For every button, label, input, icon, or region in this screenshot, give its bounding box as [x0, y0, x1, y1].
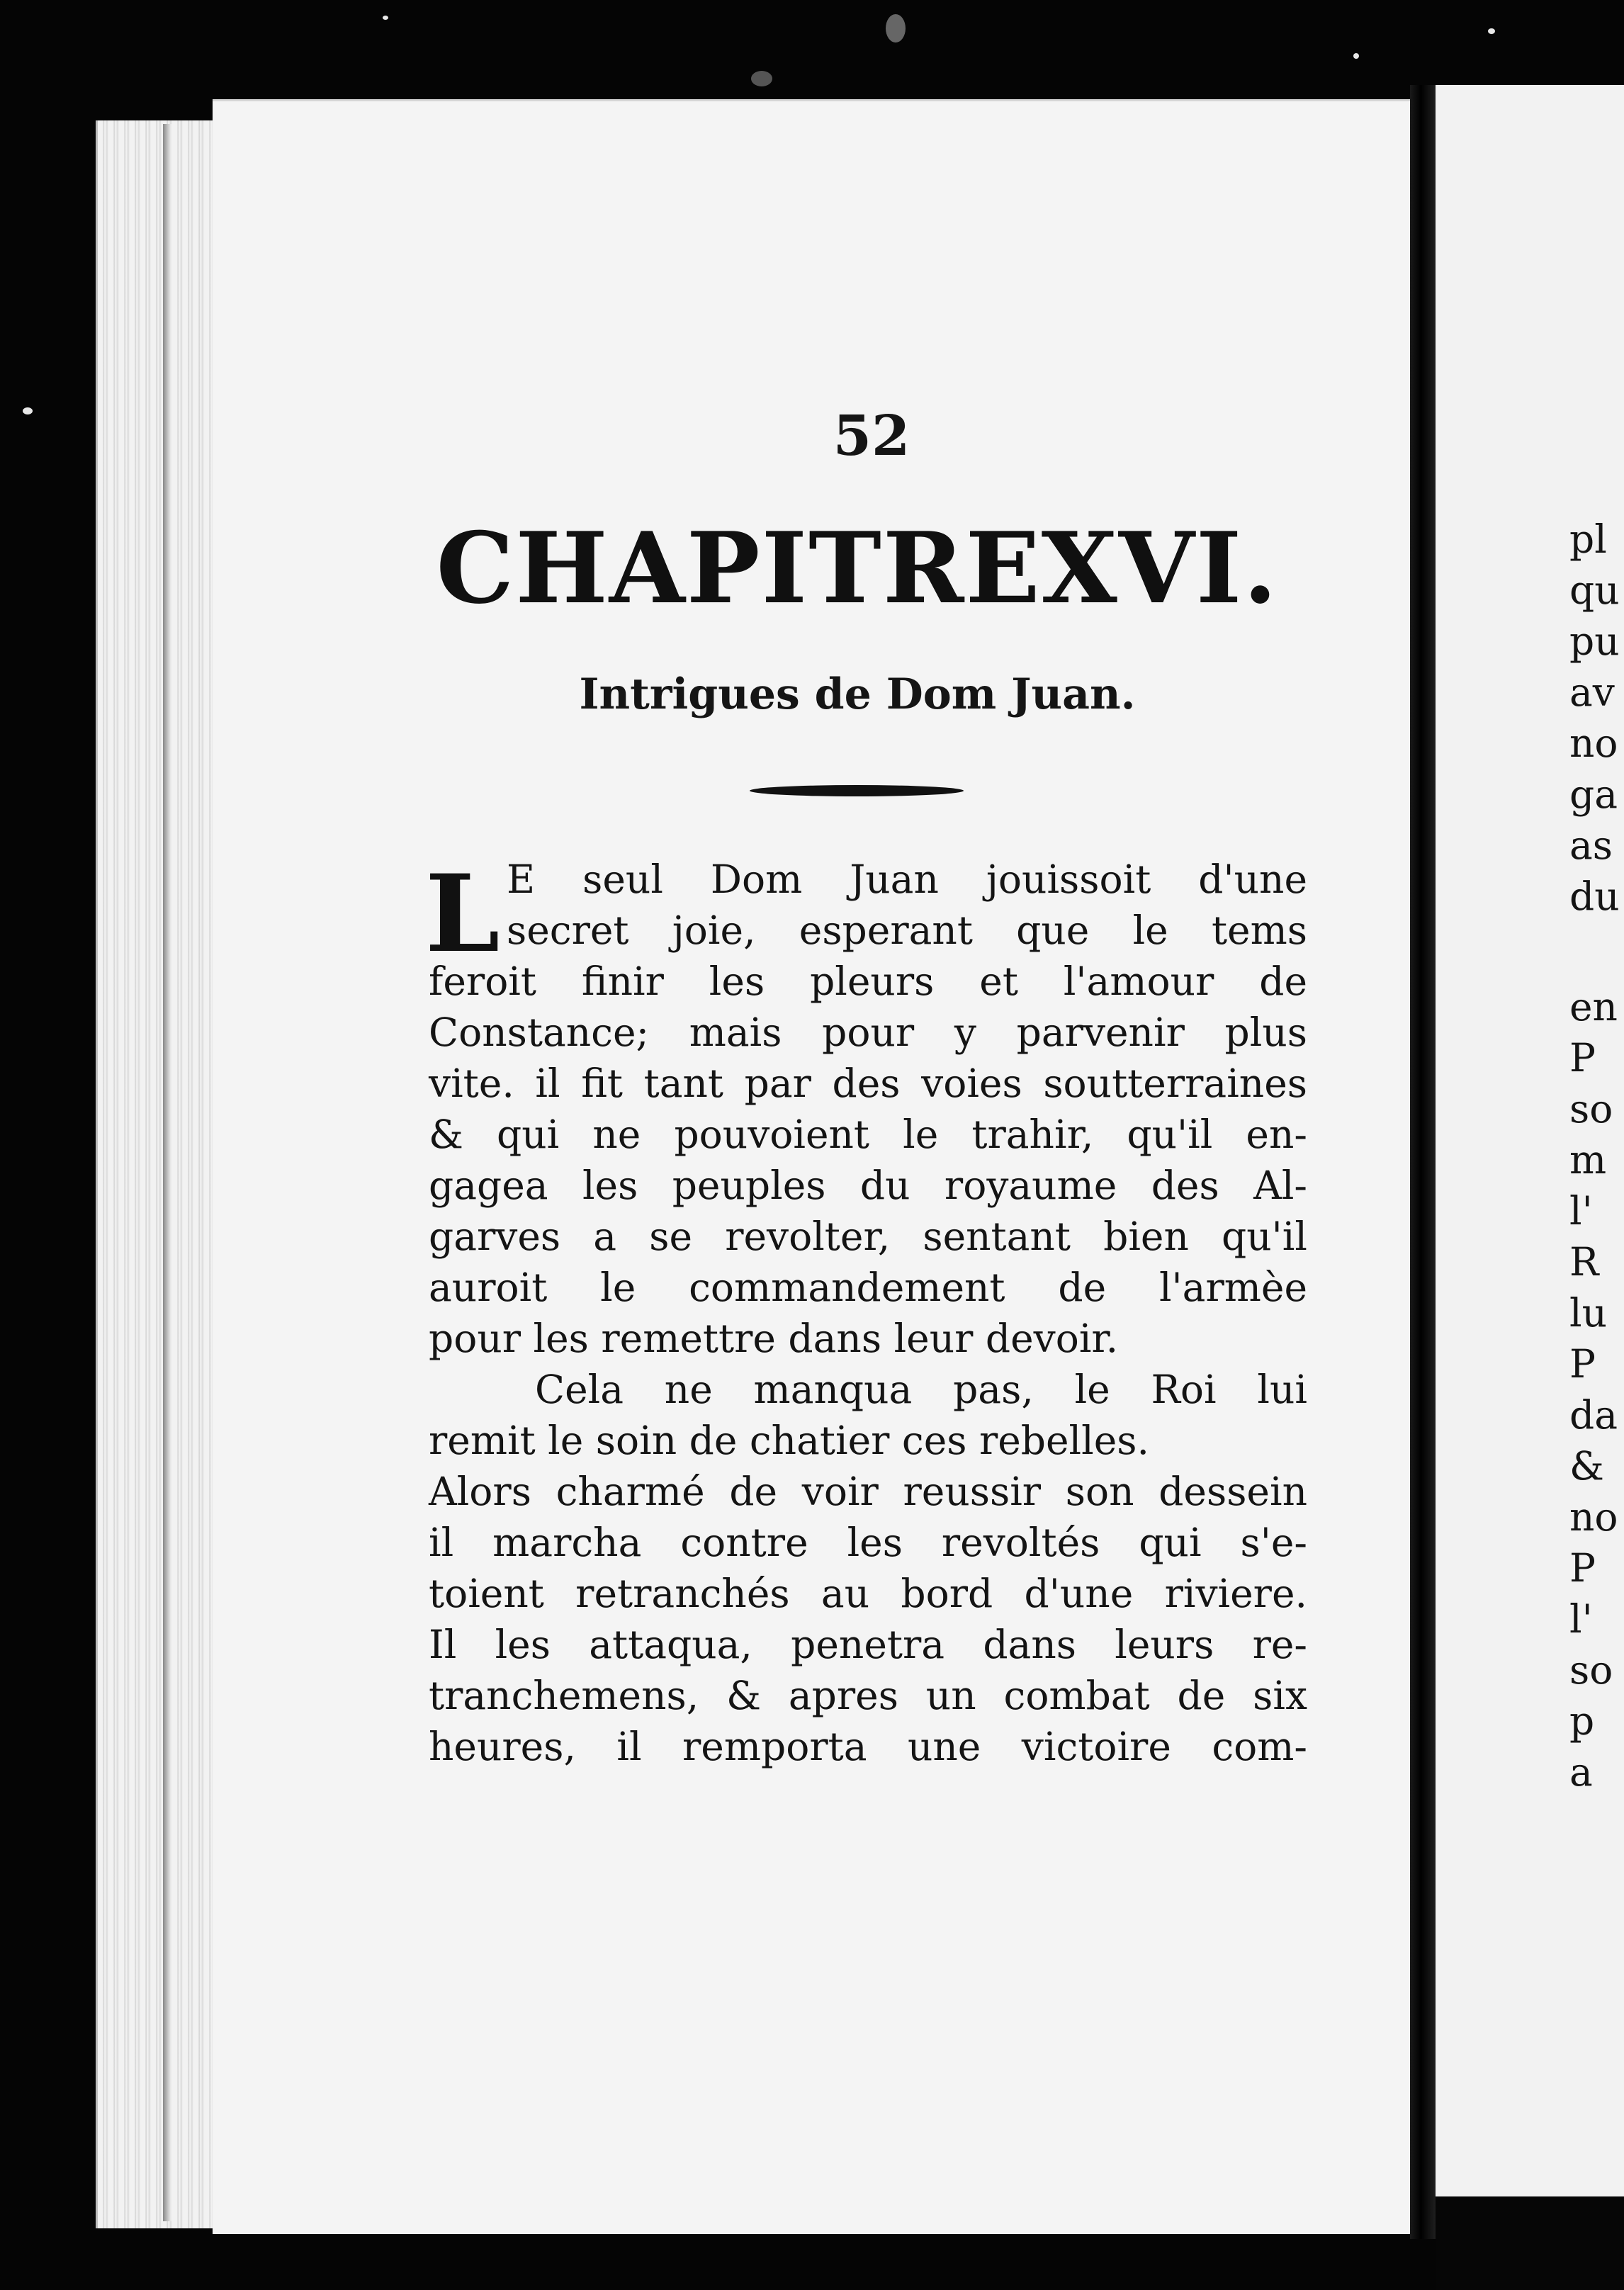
facing-line: a — [1569, 1749, 1593, 1795]
dust-speck — [751, 71, 772, 86]
facing-line: as — [1569, 823, 1613, 868]
text-line: vite. il fit tant par des voies soutterraines — [429, 1061, 1307, 1106]
facing-page-text-top — [1569, 514, 1624, 922]
facing-line: R — [1569, 1239, 1599, 1285]
facing-line: P — [1569, 1341, 1596, 1387]
chapter-title: CHAPITREXVI. — [436, 510, 1279, 626]
facing-line: no — [1569, 1494, 1618, 1540]
dust-speck — [23, 407, 33, 414]
text-line: Alors charmé de voir reussir son dessein — [429, 1469, 1307, 1514]
text-line: il marcha contre les revoltés qui s'e- — [429, 1520, 1307, 1565]
text-line: secret joie, esperant que le tems — [507, 908, 1307, 953]
dust-speck — [886, 14, 906, 43]
facing-line: pl — [1569, 517, 1607, 562]
facing-line: P — [1569, 1035, 1596, 1081]
facing-line: l' — [1569, 1596, 1593, 1642]
facing-line: P — [1569, 1545, 1596, 1591]
facing-line: pu — [1569, 619, 1620, 664]
text-line: Cela ne manqua pas, le Roi lui — [535, 1367, 1307, 1412]
facing-line: du — [1569, 874, 1620, 919]
facing-line: no — [1569, 721, 1618, 766]
text-line: toient retranchés au bord d'une riviere. — [429, 1571, 1307, 1616]
text-line: auroit le commandement de l'armèe — [429, 1265, 1307, 1310]
facing-line: en — [1569, 984, 1618, 1030]
facing-line: av — [1569, 670, 1615, 715]
facing-line: so — [1569, 1086, 1613, 1132]
text-line: E seul Dom Juan jouissoit d'une — [507, 857, 1307, 902]
dust-speck — [383, 16, 388, 20]
text-line: feroit finir les pleurs et l'amour de — [429, 959, 1307, 1004]
text-line: tranchemens, & apres un combat de six — [429, 1673, 1307, 1718]
facing-line: da — [1569, 1392, 1618, 1438]
text-line: pour les remettre dans leur devoir. — [429, 1316, 1119, 1361]
dust-speck — [1488, 28, 1495, 34]
page-edge-shadow — [163, 124, 171, 2221]
text-line: & qui ne pouvoient le trahir, qu'il en- — [429, 1112, 1307, 1157]
facing-page-shadow — [1436, 2196, 1624, 2290]
text-line: Constance; mais pour y parvenir plus — [429, 1010, 1307, 1055]
text-line: gagea les peuples du royaume des Al- — [429, 1163, 1307, 1208]
page-number: 52 — [833, 404, 910, 468]
text-line: heures, il remporta une victoire com- — [429, 1724, 1307, 1769]
facing-line: ga — [1569, 772, 1618, 817]
facing-line: lu — [1569, 1290, 1608, 1336]
facing-line: p — [1569, 1698, 1595, 1744]
facing-page-text-bottom — [1569, 981, 1624, 1798]
dust-speck — [1353, 53, 1359, 59]
facing-line: m — [1569, 1137, 1607, 1183]
facing-line: so — [1569, 1647, 1613, 1693]
facing-line: l' — [1569, 1188, 1593, 1234]
facing-line: qu — [1569, 568, 1620, 613]
text-line: Il les attaqua, penetra dans leurs re- — [429, 1622, 1307, 1667]
text-line: garves a se revolter, sentant bien qu'il — [429, 1214, 1307, 1259]
facing-line: & — [1569, 1443, 1604, 1489]
body-text — [429, 854, 1307, 1772]
drop-cap: L — [425, 852, 500, 976]
book-gutter — [1410, 85, 1437, 2239]
text-line: remit le soin de chatier ces rebelles. — [429, 1418, 1149, 1463]
chapter-subtitle: Intrigues de Dom Juan. — [579, 670, 1136, 719]
ornamental-rule — [750, 785, 964, 796]
